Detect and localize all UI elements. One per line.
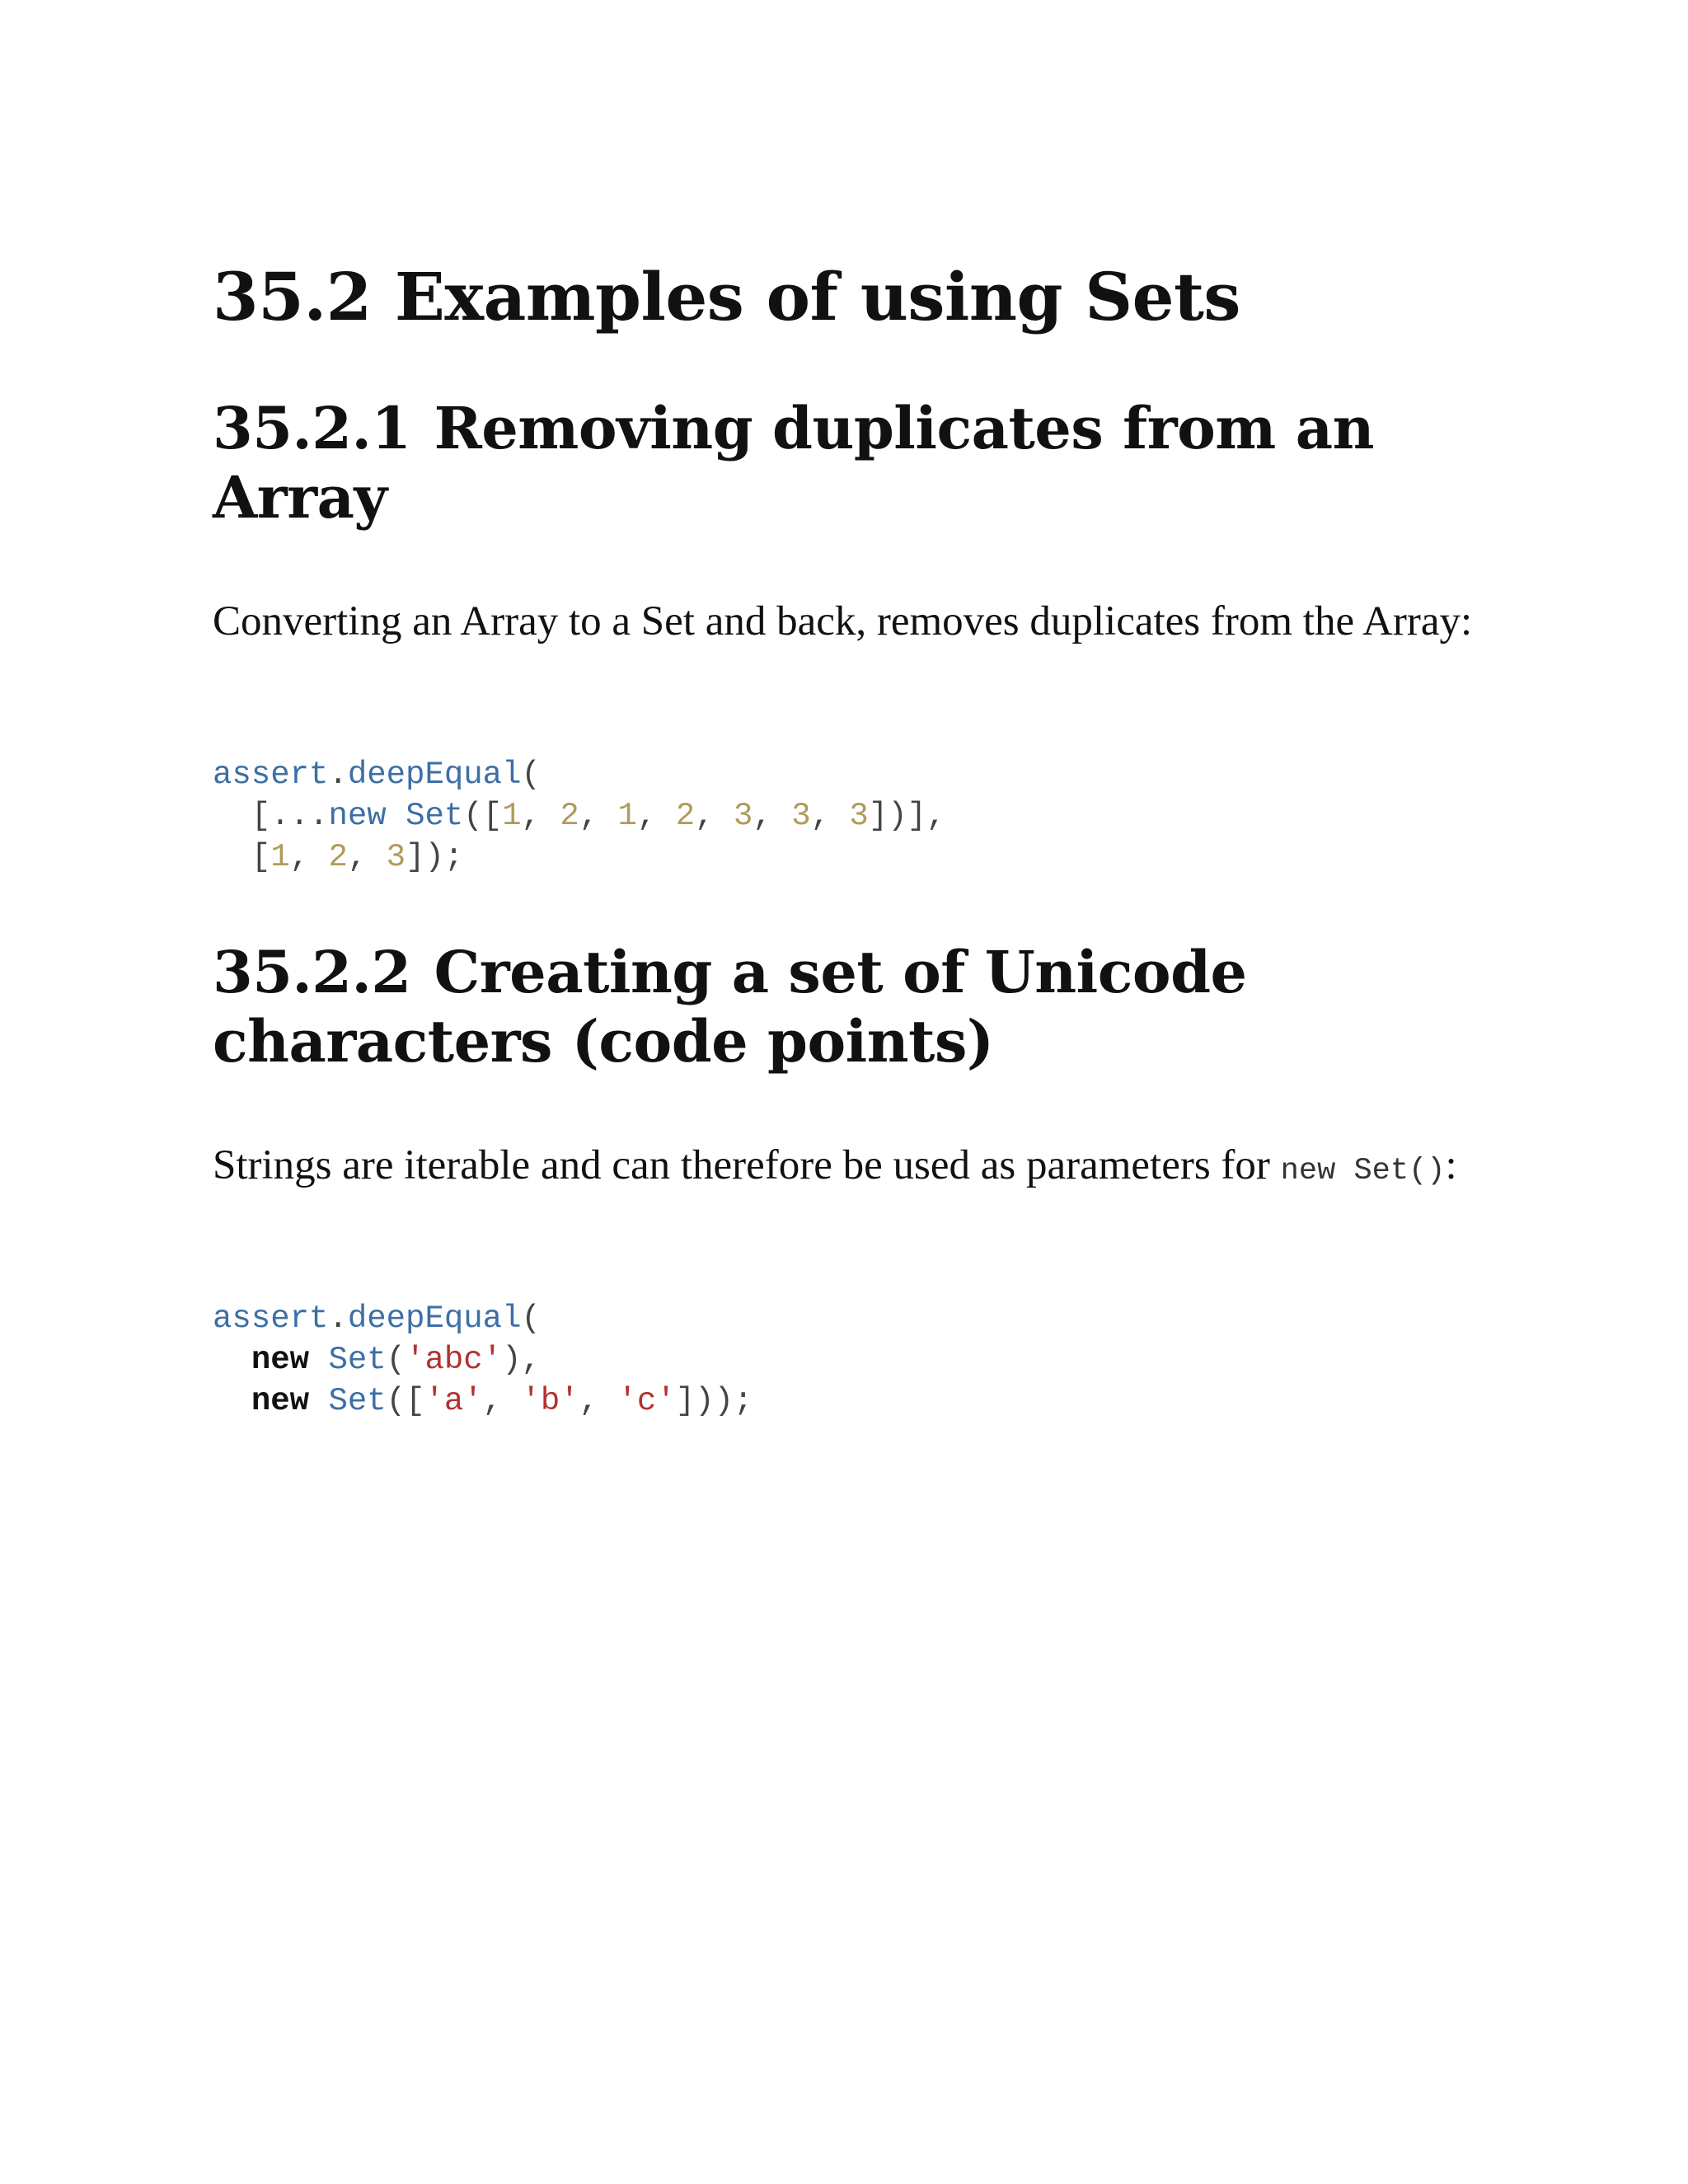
- code-line: new Set(['a', 'b', 'c']));: [251, 1383, 753, 1419]
- subsection-title-2: Creating a set of Unicode characters (code points): [213, 938, 1247, 1076]
- code-block-1: [213, 754, 945, 878]
- inline-code: new Set(): [1280, 1154, 1446, 1188]
- paragraph-2: [213, 1134, 1482, 1202]
- paragraph-2-text: Strings are iterable and can therefore be used as parameters for: [213, 1142, 1281, 1188]
- subsection-heading-1: [213, 394, 1498, 532]
- subsection-number-2: 35.2.2: [213, 938, 411, 1006]
- subsection-title-1: Removing duplicates from an Array: [213, 394, 1374, 532]
- code-line: [...new Set([1, 2, 1, 2, 3, 3, 3])],: [251, 798, 946, 834]
- code-line: new Set('abc'),: [251, 1342, 541, 1378]
- subsection-number-1: 35.2.1: [213, 394, 411, 462]
- code-block-2: [213, 1298, 753, 1422]
- paragraph-2-end: :: [1445, 1142, 1457, 1188]
- section-title: Examples of using Sets: [394, 258, 1240, 335]
- paragraph-1: Converting an Array to a Set and back, removes duplicates from the Array:: [213, 598, 1473, 644]
- section-number: 35.2: [213, 258, 372, 335]
- code-line: assert.deepEqual(: [213, 1301, 541, 1337]
- code-line: [1, 2, 3]);: [251, 839, 464, 875]
- section-heading: [213, 257, 1240, 336]
- code-line: assert.deepEqual(: [213, 757, 541, 793]
- subsection-heading-2: [213, 938, 1498, 1076]
